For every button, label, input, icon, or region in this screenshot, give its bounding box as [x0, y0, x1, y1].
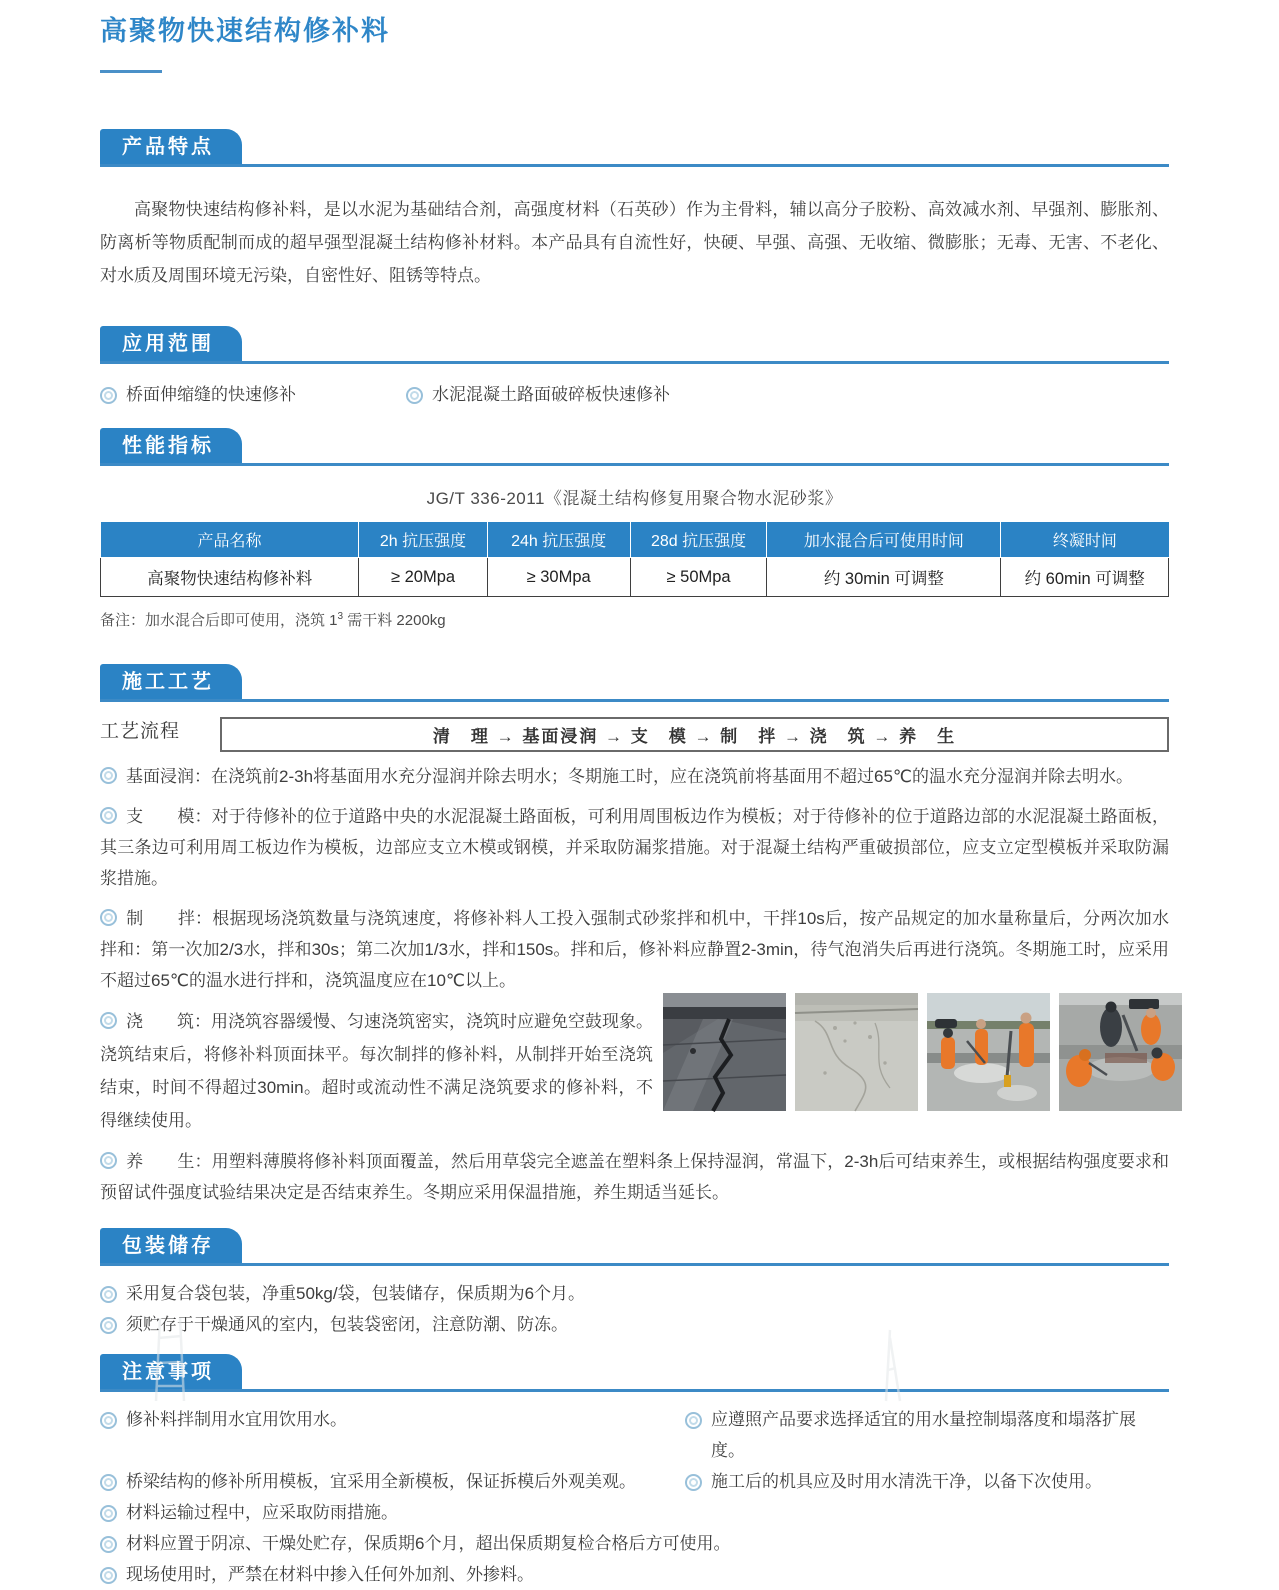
table-cell: 约 60min 可调整: [1001, 558, 1169, 597]
circle-bullet-icon: [406, 387, 423, 404]
step-label: 养 生：: [126, 1152, 212, 1171]
process-step: [100, 801, 1169, 894]
note-item-label: 应遵照产品要求选择适宜的用水量控制塌落度和塌落扩展度。: [711, 1410, 1136, 1460]
section-header-notes: [100, 1354, 1169, 1392]
circle-bullet-icon: [685, 1412, 702, 1429]
packaging-item-label: 采用复合袋包装，净重50kg/袋，包装储存，保质期为6个月。: [126, 1284, 586, 1303]
process-step-text: [100, 903, 1169, 996]
step-label: 浇 筑：: [126, 1012, 211, 1031]
step-label: 制 拌：: [126, 909, 213, 928]
circle-bullet-icon: [100, 1567, 117, 1584]
application-item-label: 桥面伸缩缝的快速修补: [126, 385, 296, 404]
process-flow-label: 工艺流程: [100, 721, 181, 742]
applications-heading: 应用范围: [100, 326, 242, 361]
table-cell: ≥ 50Mpa: [630, 558, 767, 597]
performance-table: [100, 522, 1169, 597]
cracked-light-concrete-photo: [795, 993, 918, 1111]
process-step: [100, 1146, 1169, 1208]
process-step: [100, 1005, 653, 1137]
packaging-item: [100, 1278, 1169, 1309]
step-label: 支 模：: [126, 807, 212, 826]
table-header-cell: 24h 抗压强度: [487, 522, 630, 558]
application-item: [100, 382, 406, 408]
table-note-text: 备注：加水混合后即可使用，浇筑 1: [100, 612, 338, 629]
packaging-list: [100, 1278, 1169, 1340]
circle-bullet-icon: [685, 1474, 702, 1491]
process-flow-box: 清 理 → 基面浸润 → 支 模 → 制 拌 → 浇 筑 → 养 生: [220, 717, 1169, 752]
table-header-cell: 28d 抗压强度: [630, 522, 767, 558]
step-label: 基面浸润：: [126, 767, 211, 786]
table-cell: 高聚物快速结构修补料: [101, 558, 359, 597]
photo-strip: [663, 993, 1182, 1125]
note-item-label: 现场使用时，严禁在材料中掺入任何外加剂、外掺料。: [126, 1565, 534, 1584]
process-step-text: [100, 1005, 653, 1137]
table-row: [101, 558, 1169, 597]
step-body: 用塑料薄膜将修补料顶面覆盖，然后用草袋完全遮盖在塑料条上保持湿润，常温下，2-3h后可结束养生，或根据结构强度要求和预留试件强度试验结果决定是否结束养生。冬期应采用保温措施，养生期适当延长。: [100, 1152, 1170, 1202]
note-item: [100, 1559, 1169, 1590]
circle-bullet-icon: [100, 1152, 117, 1169]
table-note-sup: 3: [337, 611, 344, 622]
title-underline: [100, 70, 162, 73]
table-header-cell: 加水混合后可使用时间: [767, 522, 1001, 558]
note-item: [100, 1528, 1169, 1559]
step-body: 根据现场浇筑数量与浇筑速度，将修补料人工投入强制式砂浆拌和机中，干拌10s后，按产品规定的加水量称量后，分两次加水拌和：第一次加2/3水，拌和30s；第二次加1/3水，拌和150s。拌和后，修补料应静置2-3min，待气泡消失后再进行浇筑。冬期施工时，应采用不超过65℃的温水进行拌和，浇筑温度应在10℃以上。: [100, 909, 1169, 990]
workers-breaking-joint-photo: [927, 993, 1050, 1111]
note-item: [100, 1404, 685, 1466]
application-item: [406, 382, 670, 408]
section-header-applications: [100, 326, 1169, 364]
note-item-label: 施工后的机具应及时用水清洗干净，以备下次使用。: [711, 1472, 1102, 1491]
section-header-features: [100, 129, 1169, 167]
table-cell: 约 30min 可调整: [767, 558, 1001, 597]
circle-bullet-icon: [100, 1536, 117, 1553]
note-item: [685, 1404, 1169, 1466]
features-heading: 产品特点: [100, 129, 242, 164]
packaging-item-label: 须贮存于干燥通风的室内，包装袋密闭，注意防潮、防冻。: [126, 1315, 568, 1334]
packaging-item: [100, 1309, 1169, 1340]
step-body: 对于待修补的位于道路中央的水泥混凝土路面板，可利用周围板边作为模板；对于待修补的位于道路边部的水泥混凝土路面板，其三条边可利用周工板边作为模板，边部应支立木模或钢模，并采取防漏浆措施。对于混凝土结构严重破损部位，应支立定型模板并采取防漏浆措施。: [100, 807, 1170, 888]
cracked-dark-pavement-photo: [663, 993, 786, 1111]
note-item: [685, 1466, 1102, 1497]
table-header-row: [101, 522, 1169, 558]
circle-bullet-icon: [100, 1012, 117, 1029]
applications-list: [100, 382, 1169, 408]
section-header-process: [100, 664, 1169, 702]
packaging-heading: 包装储存: [100, 1228, 242, 1263]
notes-row: [100, 1466, 1169, 1497]
process-step: [100, 761, 1169, 792]
note-item-label: 桥梁结构的修补所用模板，宜采用全新模板，保证拆模后外观美观。: [126, 1472, 636, 1491]
standard-reference: JG/T 336-2011《混凝土结构修复用聚合物水泥砂浆》: [426, 489, 843, 508]
circle-bullet-icon: [100, 387, 117, 404]
application-item-label: 水泥混凝土路面破碎板快速修补: [432, 385, 670, 404]
step-body: 在浇筑前2-3h将基面用水充分湿润并除去明水；冬期施工时，应在浇筑前将基面用不超过65℃的温水充分湿润并除去明水。: [211, 767, 1134, 786]
circle-bullet-icon: [100, 909, 117, 926]
notes-row: [100, 1404, 1169, 1466]
table-cell: ≥ 30Mpa: [487, 558, 630, 597]
table-header-cell: 2h 抗压强度: [359, 522, 487, 558]
section-header-packaging: [100, 1228, 1169, 1266]
circle-bullet-icon: [100, 1317, 117, 1334]
page-title: 高聚物快速结构修补料: [100, 16, 390, 46]
process-heading: 施工工艺: [100, 664, 242, 699]
note-item: [100, 1497, 1169, 1528]
table-note: [100, 609, 1169, 630]
circle-bullet-icon: [100, 807, 117, 824]
circle-bullet-icon: [100, 1505, 117, 1522]
circle-bullet-icon: [100, 1286, 117, 1303]
process-step-with-photos: [100, 1005, 1169, 1137]
circle-bullet-icon: [100, 1412, 117, 1429]
process-step-text: [100, 801, 1169, 894]
performance-heading: 性能指标: [100, 428, 242, 463]
section-header-performance: [100, 428, 1169, 466]
note-item-label: 材料应置于阴凉、干燥处贮存，保质期6个月，超出保质期复检合格后方可使用。: [126, 1534, 731, 1553]
note-item-label: 材料运输过程中，应采取防雨措施。: [126, 1503, 398, 1522]
process-flow-row: [100, 717, 1169, 752]
note-item: [100, 1466, 685, 1497]
workers-patching-slab-photo: [1059, 993, 1182, 1111]
note-item-label: 修补料拌制用水宜用饮用水。: [126, 1410, 347, 1429]
process-step-text: [100, 1146, 1169, 1208]
process-step-text: [100, 761, 1169, 792]
table-header-cell: 产品名称: [101, 522, 359, 558]
notes-list: [100, 1404, 1169, 1590]
circle-bullet-icon: [100, 1474, 117, 1491]
table-cell: ≥ 20Mpa: [359, 558, 487, 597]
features-body: 高聚物快速结构修补料，是以水泥为基础结合剂，高强度材料（石英砂）作为主骨料，辅以高分子胶粉、高效减水剂、早强剂、膨胀剂、防离析等物质配制而成的超早强型混凝土结构修补材料。本产品具有自流性好，快硬、早强、高强、无收缩、微膨胀；无毒、无害、不老化、对水质及周围环境无污染，自密性好、阻锈等特点。: [100, 200, 1169, 285]
table-header-cell: 终凝时间: [1001, 522, 1169, 558]
process-step: [100, 903, 1169, 996]
table-note-text: 需干料 2200kg: [343, 612, 446, 629]
notes-heading: 注意事项: [100, 1354, 242, 1389]
step-body: 用浇筑容器缓慢、匀速浇筑密实，浇筑时应避免空鼓现象。浇筑结束后，将修补料顶面抹平。每次制拌的修补料，从制拌开始至浇筑结束，时间不得超过30min。超时或流动性不满足浇筑要求的修补料，不得继续使用。: [100, 1012, 653, 1130]
circle-bullet-icon: [100, 767, 117, 784]
